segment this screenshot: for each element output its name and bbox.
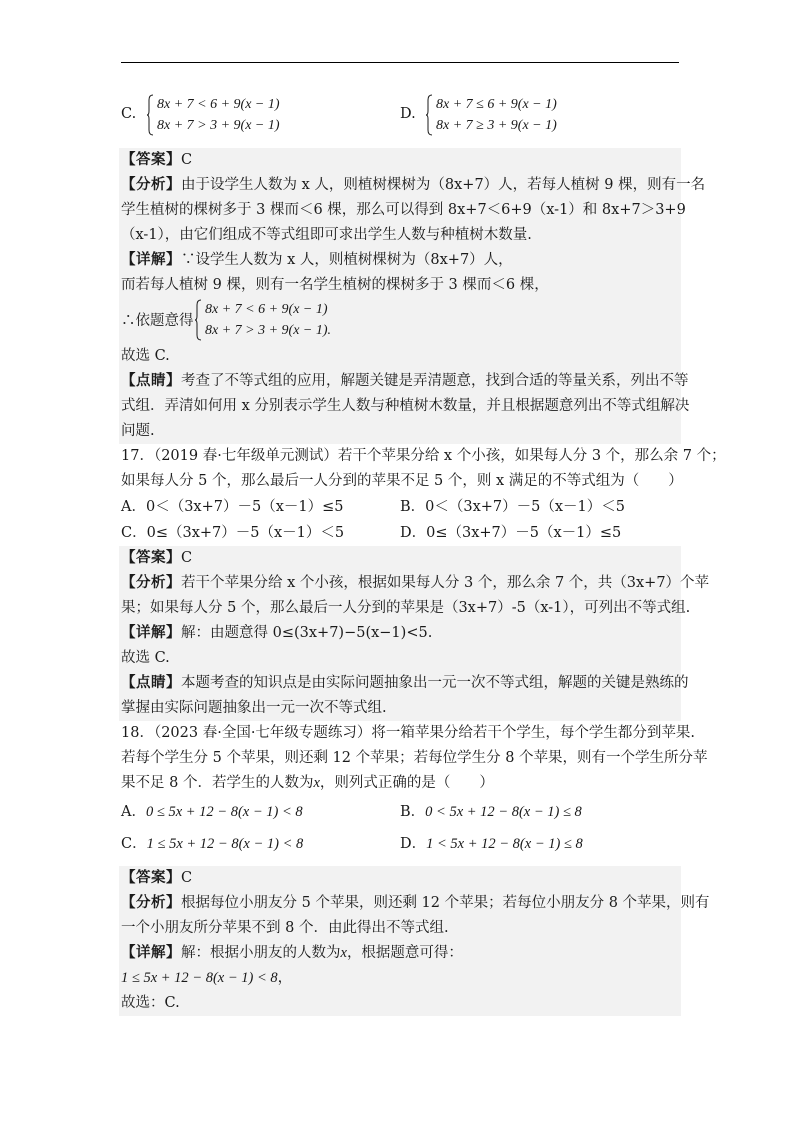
q18-options-cd [121, 828, 679, 860]
q17-option-a: A．0＜（3x+7）－5（x－1）≤5 [121, 499, 344, 515]
q17-comment-line-1: 本题考查的知识点是由实际问题抽象出一元一次不等式组，解题的关键是熟练的 [181, 675, 689, 691]
q16-detail-eq-end: . [327, 323, 332, 338]
q16-option-d-label: D. [400, 106, 416, 122]
detail-tag: 【详解】 [121, 945, 181, 961]
q16-option-c-label: C. [121, 106, 137, 122]
q18-answer: C [181, 870, 193, 886]
header-rule [121, 62, 679, 63]
q16-solution [119, 148, 706, 444]
q16-detail-line-1: ∵设学生人数为 x 人，则植树棵树为（8x+7）人， [181, 252, 513, 268]
left-brace-icon [426, 94, 433, 136]
q18-detail-line-1b: ，根据题意可得： [346, 945, 463, 961]
q16-option-c-eq2: 8x + 7 > 3 + 9(x − 1) [157, 118, 280, 133]
detail-tag: 【详解】 [121, 625, 181, 641]
q16-option-d-eq2: 8x + 7 ≥ 3 + 9(x − 1) [436, 118, 557, 133]
q18-option-b-label: B． [400, 804, 426, 820]
q17-options-ab [121, 494, 679, 520]
q18-detail-line-1a: 解：根据小朋友的人数为 [181, 945, 341, 961]
q16-detail-prefix: ∴依题意得 [121, 313, 194, 329]
q16-analysis-line-2: 学生植树的棵树多于 3 棵而＜6 棵，那么可以得到 8x+7＜6+9（x-1）和 8x+7＞3+9 [121, 202, 686, 218]
q17-comment-line-2: 掌握由实际问题抽象出一元一次不等式组. [121, 700, 387, 716]
q18-detail-line-2-end: ， [277, 970, 293, 986]
q17-analysis-line-1: 若干个苹果分给 x 个小孩，根据如果每人分 3 个，那么余 7 个，共（3x+7）个苹 [181, 575, 710, 591]
q16-analysis-line-3: （x-1），由它们组成不等式组即可求出学生人数与种植树木数量. [121, 227, 532, 243]
q16-option-c-system [147, 94, 280, 136]
q16-options-cd [121, 92, 679, 142]
q18-stem-line-3a: 果不足 8 个．若学生的人数为 [121, 775, 314, 791]
answer-tag: 【答案】 [121, 152, 181, 168]
q16-option-d-eq1: 8x + 7 ≤ 6 + 9(x − 1) [436, 97, 557, 112]
q16-option-d-system [426, 94, 557, 136]
q18-stem-line-3b: ，则列式正确的是（ ） [319, 775, 494, 791]
q18-solution [119, 866, 710, 1016]
comment-tag: 【点睛】 [121, 373, 181, 389]
q18-stem-line-1: 18．（2023 春·全国·七年级专题练习）将一箱苹果分给若干个学生，每个学生都分到苹果. [121, 725, 696, 741]
detail-tag: 【详解】 [121, 252, 181, 268]
q18-options-ab [121, 796, 679, 828]
q16-answer: C [181, 152, 193, 168]
q16-comment-line-1: 考查了不等式组的应用，解题关键是弄清题意，找到合适的等量关系，列出不等 [181, 373, 689, 389]
q17-stem-line-1: 17．（2019 春·七年级单元测试）若干个苹果分给 x 个小孩，如果每人分 3 个，那么余 7 个； [121, 448, 726, 464]
q17-analysis-line-2: 果；如果每人分 5 个，那么最后一人分到的苹果是（3x+7）-5（x-1），可列出不等式组. [121, 600, 691, 616]
q18-option-d-label: D． [400, 836, 427, 852]
q16-detail-system [195, 299, 331, 341]
analysis-tag: 【分析】 [121, 575, 181, 591]
q16-detail-system-row [121, 298, 681, 344]
q17-option-d: D．0≤（3x+7）－5（x－1）≤5 [400, 525, 622, 541]
q18-detail-var: x [340, 945, 347, 961]
q18-option-d: 1 < 5x + 12 − 8(x − 1) ≤ 8 [426, 836, 583, 852]
q18-analysis-line-2: 一个小朋友所分苹果不到 8 个．由此得出不等式组. [121, 920, 449, 936]
q17-solution [119, 546, 710, 721]
q17-options-cd [121, 520, 679, 546]
q17-option-b: B．0＜（3x+7）－5（x－1）＜5 [400, 499, 626, 515]
left-brace-icon [147, 94, 154, 136]
comment-tag: 【点睛】 [121, 675, 181, 691]
q18-question [121, 721, 708, 860]
q17-detail-line-1: 解：由题意得 0≤(3x+7)−5(x−1)<5. [181, 625, 433, 641]
document-page [121, 92, 726, 1016]
q18-stem-line-2: 若每个学生分 5 个苹果，则还剩 12 个苹果；若每位学生分 8 个苹果，则有一个学生所分苹 [121, 750, 708, 766]
q18-option-a: 0 ≤ 5x + 12 − 8(x − 1) < 8 [145, 804, 303, 820]
q18-stem-var: x [313, 775, 320, 791]
answer-tag: 【答案】 [121, 550, 181, 566]
q16-comment-line-2: 式组．弄清如何用 x 分别表示学生人数与种植树木数量，并且根据题意列出不等式组解决 [121, 398, 690, 414]
q18-option-a-label: A． [121, 804, 146, 820]
q16-analysis-line-1: 由于设学生人数为 x 人，则植树棵树为（8x+7）人，若每人植树 9 棵，则有一名 [181, 177, 706, 193]
q16-detail-eq1: 8x + 7 < 6 + 9(x − 1) [205, 302, 328, 317]
q17-answer: C [181, 550, 193, 566]
q17-stem-line-2: 如果每人分 5 个，那么最后一人分到的苹果不足 5 个，则 x 满足的不等式组为（ ） [121, 473, 683, 489]
q18-choose: 故选：C. [121, 995, 180, 1011]
analysis-tag: 【分析】 [121, 177, 181, 193]
q17-choose: 故选 C. [121, 650, 170, 666]
q16-comment-line-3: 问题. [121, 423, 155, 439]
q18-option-b: 0 < 5x + 12 − 8(x − 1) ≤ 8 [425, 804, 582, 820]
q16-choose: 故选 C. [121, 348, 170, 364]
q17-option-c: C．0≤（3x+7）－5（x－1）＜5 [121, 525, 345, 541]
q18-detail-line-2: 1 ≤ 5x + 12 − 8(x − 1) < 8 [121, 970, 278, 986]
q16-option-c-eq1: 8x + 7 < 6 + 9(x − 1) [157, 97, 280, 112]
q17-question [121, 444, 726, 546]
left-brace-icon [195, 299, 202, 341]
q16-detail-line-2: 而若每人植树 9 棵，则有一名学生植树的棵树多于 3 棵而＜6 棵， [121, 277, 549, 293]
q16-detail-eq2: 8x + 7 > 3 + 9(x − 1) [205, 323, 328, 338]
q18-option-c: 1 ≤ 5x + 12 − 8(x − 1) < 8 [146, 836, 304, 852]
q18-analysis-line-1: 根据每位小朋友分 5 个苹果，则还剩 12 个苹果；若每位小朋友分 8 个苹果，则有 [181, 895, 710, 911]
q18-option-c-label: C． [121, 836, 147, 852]
analysis-tag: 【分析】 [121, 895, 181, 911]
answer-tag: 【答案】 [121, 870, 181, 886]
